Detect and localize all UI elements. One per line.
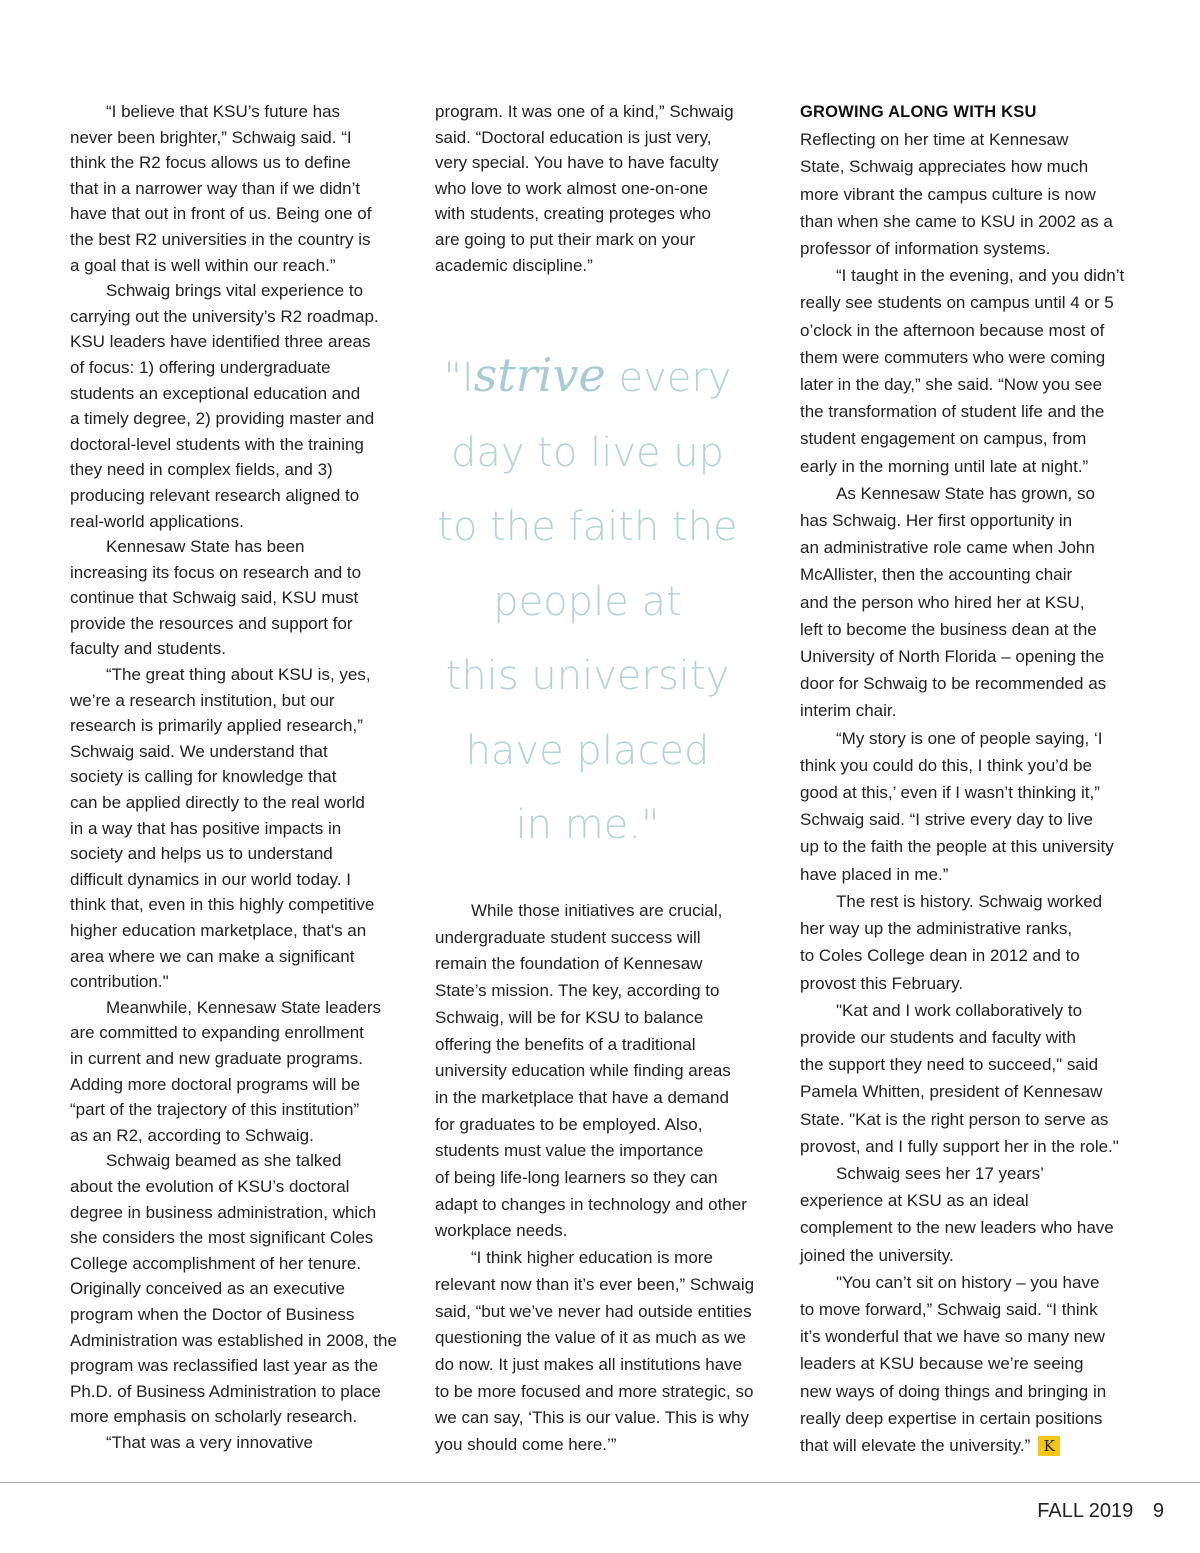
text-line: “I taught in the evening, and you didn’t <box>836 266 1125 286</box>
text-line: University of North Florida – opening the <box>800 647 1105 667</box>
text-line: The rest is history. Schwaig worked <box>836 891 1103 911</box>
text-line: of focus: 1) offering undergraduate <box>70 357 331 377</box>
text-line: for graduates to be employed. Also, <box>435 1114 703 1134</box>
text-line: said, “but we’ve never had outside entities <box>435 1301 752 1321</box>
text-line: in current and new graduate programs. <box>70 1048 363 1068</box>
text-line: the support they need to succeed," said <box>800 1055 1099 1075</box>
text-line: later in the day,” she said. “Now you see <box>800 375 1103 395</box>
text-line: Pamela Whitten, president of Kennesaw <box>800 1082 1103 1102</box>
text-line: offering the benefits of a traditional <box>435 1034 696 1054</box>
text-line: door for Schwaig to be recommended as <box>800 674 1107 694</box>
text-line: Schwaig said. “I strive every day to live <box>800 810 1093 830</box>
text-line: than when she came to KSU in 2002 as a <box>800 211 1113 231</box>
text-line: students must value the importance <box>435 1141 704 1161</box>
text-line: they need in complex fields, and 3) <box>70 460 333 480</box>
text-line: higher education marketplace, that's an <box>70 921 367 940</box>
text-line: provide the resources and support for <box>70 613 353 633</box>
text-line: think that, even in this highly competitive <box>70 895 375 915</box>
text-line: Ph.D. of Business Administration to place <box>70 1381 381 1401</box>
column-3-body <box>800 126 1135 1459</box>
text-line: interim chair. <box>800 701 897 721</box>
text-line: “part of the trajectory of this institution” <box>70 1100 360 1120</box>
text-line: As Kennesaw State has grown, so <box>836 483 1095 503</box>
text-line: relevant now than it’s ever been,” Schwaig <box>435 1274 755 1294</box>
text-line: “My story is one of people saying, ‘I <box>836 728 1103 748</box>
text-line: “That was a very innovative <box>106 1432 313 1452</box>
text-line: about the evolution of KSU’s doctoral <box>70 1176 350 1196</box>
text-line: difficult dynamics in our world today. I <box>70 869 351 889</box>
text-line: College accomplishment of her tenure. <box>70 1253 362 1273</box>
text-line: an administrative role came when John <box>800 538 1095 558</box>
text-line: as an R2, according to Schwaig. <box>70 1125 314 1145</box>
text-line: we’re a research institution, but our <box>70 690 335 710</box>
text-line: complement to the new leaders who have <box>800 1218 1114 1238</box>
pull-quote-line-1 <box>425 338 750 416</box>
text-line: good at this,’ even if I wasn’t thinking it,” <box>800 783 1100 803</box>
text-line: provost this February. <box>800 973 964 993</box>
pull-quote-line-6: have placed <box>465 727 710 774</box>
column-3 <box>800 99 1135 1459</box>
text-line: have that out in front of us. Being one of <box>70 204 372 224</box>
text-line: area where we can make a significant <box>70 946 355 966</box>
pull-quote-line-7: in me." <box>515 802 660 848</box>
pull-quote-line1-rest: every <box>618 355 732 401</box>
text-line: “I think higher education is more <box>471 1248 713 1268</box>
text-line: producing relevant research aligned to <box>70 485 360 505</box>
text-line: more emphasis on scholarly research. <box>70 1407 358 1427</box>
text-line: provide our students and faculty with <box>800 1027 1076 1047</box>
text-line: has Schwaig. Her first opportunity in <box>800 511 1073 531</box>
text-line: questioning the value of it as much as we <box>435 1328 746 1348</box>
pull-quote-line-4: people at <box>493 578 682 625</box>
text-line: more vibrant the campus culture is now <box>800 184 1096 204</box>
text-line: are going to put their mark on your <box>435 229 695 249</box>
text-line: early in the morning until late at night.” <box>800 456 1089 476</box>
text-line: experience at KSU as an ideal <box>800 1191 1029 1211</box>
text-line: said. “Doctoral education is just very, <box>435 127 712 147</box>
last-line-wrap <box>800 1432 1135 1459</box>
text-line: a goal that is well within our reach.” <box>70 255 336 275</box>
pull-quote-line-5: this university <box>445 653 730 699</box>
text-line: Reflecting on her time at Kennesaw <box>800 130 1069 150</box>
text-line: you should come here.’” <box>435 1435 617 1455</box>
text-line: really deep expertise in certain positions <box>800 1408 1103 1428</box>
text-line: with students, creating proteges who <box>435 204 711 224</box>
text-line: never been brighter,” Schwaig said. “I <box>70 127 352 147</box>
text-line: Kennesaw State has been <box>106 537 305 557</box>
text-line: Schwaig brings vital experience to <box>106 281 364 301</box>
text-line: it’s wonderful that we have so many new <box>800 1327 1105 1347</box>
pull-quote-script-word: strive <box>473 348 606 402</box>
text-line: we can say, ‘This is our value. This is why <box>435 1408 749 1428</box>
text-line: remain the foundation of Kennesaw <box>435 954 703 974</box>
text-line: academic discipline.” <box>435 255 593 275</box>
issue-label: FALL 2019 <box>1037 1500 1134 1522</box>
text-line: that will elevate the university.” <box>800 1435 1031 1455</box>
section-heading: GROWING ALONG WITH KSU <box>800 103 1037 121</box>
text-line: and the person who hired her at KSU, <box>800 592 1085 612</box>
column-2-bottom <box>435 898 765 1459</box>
text-line: leaders at KSU because we’re seeing <box>800 1354 1084 1374</box>
page-number: 9 <box>1152 1500 1164 1522</box>
end-mark-icon: K <box>1038 1436 1060 1456</box>
text-line: to move forward,” Schwaig said. “I think <box>800 1299 1098 1319</box>
text-line: that in a narrower way than if we didn’t <box>70 178 361 198</box>
text-line: joined the university. <box>800 1245 954 1265</box>
text-line: her way up the administrative ranks, <box>800 919 1073 939</box>
text-line: While those initiatives are crucial, <box>471 901 723 920</box>
text-line: can be applied directly to the real world <box>70 793 365 813</box>
text-line: who love to work almost one-on-one <box>435 178 709 198</box>
text-line: faculty and students. <box>70 639 226 659</box>
column-1 <box>70 99 400 1455</box>
pull-quote <box>425 338 750 863</box>
text-line: Schwaig beamed as she talked <box>106 1151 342 1171</box>
pull-quote-line-3: to the faith the <box>437 504 738 550</box>
text-line: have placed in me.” <box>800 864 949 884</box>
text-line: very special. You have to have faculty <box>435 153 719 173</box>
text-line: "Kat and I work collaboratively to <box>836 1000 1083 1020</box>
text-line: State. "Kat is the right person to serve as <box>800 1109 1109 1129</box>
text-line: society is calling for knowledge that <box>70 767 337 787</box>
text-line: Administration was established in 2008, the <box>70 1330 397 1350</box>
text-line: o’clock in the afternoon because most of <box>800 320 1105 340</box>
text-line: undergraduate student success will <box>435 927 701 947</box>
text-line: program. It was one of a kind,” Schwaig <box>435 102 734 121</box>
text-line: to be more focused and more strategic, so <box>435 1381 754 1401</box>
text-line: up to the faith the people at this university <box>800 837 1114 857</box>
text-line: them were commuters who were coming <box>800 347 1106 367</box>
text-line: really see students on campus until 4 or 5 <box>800 293 1114 313</box>
text-line: do now. It just makes all institutions have <box>435 1354 743 1374</box>
text-line: “I believe that KSU’s future has <box>106 102 341 121</box>
text-line: professor of information systems. <box>800 239 1051 259</box>
text-line: carrying out the university’s R2 roadmap. <box>70 306 379 326</box>
text-line: Schwaig sees her 17 years’ <box>836 1163 1044 1183</box>
text-line: Originally conceived as an executive <box>70 1279 345 1299</box>
text-line: McAllister, then the accounting chair <box>800 565 1073 585</box>
text-line: research is primarily applied research,” <box>70 716 363 736</box>
text-line: continue that Schwaig said, KSU must <box>70 588 359 608</box>
text-line: think you could do this, I think you’d be <box>800 755 1093 775</box>
text-line: State, Schwaig appreciates how much <box>800 157 1089 177</box>
text-line: doctoral-level students with the training <box>70 434 364 454</box>
text-line: in a way that has positive impacts in <box>70 818 342 838</box>
text-line: of being life-long learners so they can <box>435 1168 718 1188</box>
text-line: adapt to changes in technology and other <box>435 1194 747 1214</box>
text-line: increasing its focus on research and to <box>70 562 362 582</box>
text-line: workplace needs. <box>435 1221 568 1241</box>
text-line: a timely degree, 2) providing master and <box>70 409 375 429</box>
text-line: university education while finding areas <box>435 1061 731 1081</box>
column-2-top <box>435 99 765 278</box>
text-line: to Coles College dean in 2012 and to <box>800 946 1080 966</box>
text-line: the best R2 universities in the country is <box>70 229 371 249</box>
footer-rule <box>0 1482 1200 1483</box>
text-line: program was reclassified last year as the <box>70 1356 379 1376</box>
text-line: State’s mission. The key, according to <box>435 981 720 1001</box>
text-line: left to become the business dean at the <box>800 619 1097 639</box>
text-line: contribution." <box>70 972 169 992</box>
pull-quote-line-2: day to live up <box>450 429 725 476</box>
text-line: Adding more doctoral programs will be <box>70 1074 361 1094</box>
text-line: KSU leaders have identified three areas <box>70 332 371 352</box>
text-line: new ways of doing things and bringing in <box>800 1381 1107 1401</box>
text-line: "You can’t sit on history – you have <box>836 1272 1100 1292</box>
text-line: program when the Doctor of Business <box>70 1304 355 1324</box>
page-footer <box>1023 1500 1164 1523</box>
text-line: students an exceptional education and <box>70 383 361 403</box>
pull-quote-open: "I <box>443 355 474 401</box>
text-line: provost, and I fully support her in the role." <box>800 1136 1119 1156</box>
text-line: are committed to expanding enrollment <box>70 1023 364 1043</box>
text-line: she considers the most significant Coles <box>70 1228 374 1248</box>
text-line: in the marketplace that have a demand <box>435 1087 729 1107</box>
text-line: real-world applications. <box>70 511 244 531</box>
text-line: Meanwhile, Kennesaw State leaders <box>106 997 381 1017</box>
text-line: Schwaig, will be for KSU to balance <box>435 1007 704 1027</box>
text-line: the transformation of student life and the <box>800 402 1105 422</box>
text-line: “The great thing about KSU is, yes, <box>106 665 371 685</box>
text-line: think the R2 focus allows us to define <box>70 153 351 173</box>
text-line: student engagement on campus, from <box>800 429 1087 449</box>
text-line: degree in business administration, which <box>70 1202 377 1222</box>
text-line: Schwaig said. We understand that <box>70 741 328 761</box>
text-line: society and helps us to understand <box>70 844 333 864</box>
